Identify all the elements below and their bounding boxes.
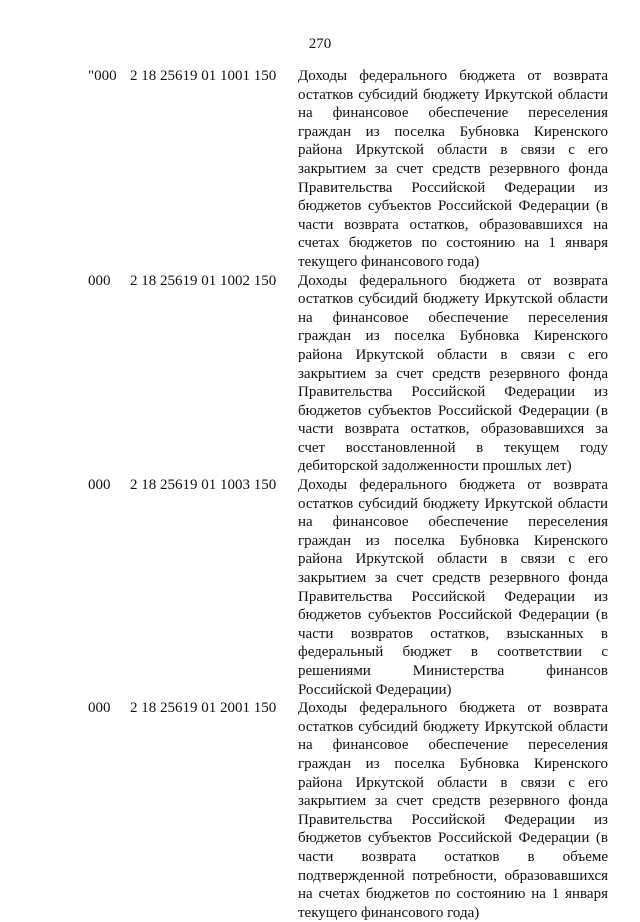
description-line: остатков субсидий бюджету Иркутской области bbox=[298, 291, 608, 308]
description-line: закрытием за счет средств резервного фонда bbox=[298, 793, 608, 810]
description-line: Правительства Российской Федерации из bbox=[298, 179, 608, 196]
description-line: граждан из поселка Бубновка Киренского bbox=[298, 755, 608, 772]
description-line: бюджетов субъектов Российской Федерации (в bbox=[298, 198, 608, 215]
description-line: закрытием за счет средств резервного фонда bbox=[298, 570, 608, 587]
description-line: на финансовое обеспечение переселения bbox=[298, 105, 608, 122]
description-line: на финансовое обеспечение переселения bbox=[298, 737, 608, 754]
description-line: части возврата остатков, образовавшихся за bbox=[298, 421, 608, 438]
budget-classification-code: 2 18 25619 01 1001 150 bbox=[130, 68, 277, 84]
description-line: на счетах бюджетов по состоянию на 1 января bbox=[298, 886, 608, 903]
income-description bbox=[298, 272, 608, 477]
description-line: Доходы федерального бюджета от возврата bbox=[298, 700, 608, 717]
budget-code-table bbox=[0, 67, 640, 922]
description-line: подтвержденной потребности, образовавшихся bbox=[298, 867, 608, 884]
income-description bbox=[298, 67, 608, 272]
budget-classification-code: 2 18 25619 01 1003 150 bbox=[130, 477, 277, 494]
description-line: Правительства Российской Федерации из bbox=[298, 384, 608, 401]
description-line: закрытием за счет средств резервного фонда bbox=[298, 160, 608, 177]
description-line: района Иркутской области в связи с его bbox=[298, 346, 608, 363]
description-line: бюджетов субъектов Российской Федерации (в bbox=[298, 607, 608, 624]
description-line: на финансовое обеспечение переселения bbox=[298, 309, 608, 326]
income-description bbox=[298, 476, 608, 699]
description-line: части возврата остатков, образовавшихся на bbox=[298, 216, 608, 233]
description-line: текущего финансового года) bbox=[298, 904, 480, 921]
description-line: остатков субсидий бюджету Иркутской области bbox=[298, 718, 608, 735]
description-line: Доходы федерального бюджета от возврата bbox=[298, 477, 608, 494]
description-line: федеральный бюджет в соответствии с bbox=[298, 644, 608, 661]
description-line: граждан из поселка Бубновка Киренского bbox=[298, 123, 608, 140]
description-line: текущего финансового года) bbox=[298, 253, 480, 270]
description-line: района Иркутской области в связи с его bbox=[298, 551, 608, 568]
table-row bbox=[0, 272, 640, 477]
budget-classification-code: 2 18 25619 01 1002 150 bbox=[130, 272, 277, 289]
table-row bbox=[0, 476, 640, 699]
description-line: остатков субсидий бюджету Иркутской области bbox=[298, 86, 608, 103]
description-line: счетах бюджетов по состоянию на 1 января bbox=[298, 235, 608, 252]
description-line: Правительства Российской Федерации из bbox=[298, 811, 608, 828]
admin-code: 000 bbox=[88, 477, 111, 494]
description-line: Правительства Российской Федерации из bbox=[298, 588, 608, 605]
admin-code: 000 bbox=[88, 700, 111, 717]
budget-classification-code: 2 18 25619 01 2001 150 bbox=[130, 700, 277, 717]
description-line: Российской Федерации) bbox=[298, 681, 452, 698]
admin-code: "000 bbox=[88, 68, 117, 84]
description-line: района Иркутской области в связи с его bbox=[298, 142, 608, 159]
description-line: Доходы федерального бюджета от возврата bbox=[298, 272, 608, 289]
description-line: закрытием за счет средств резервного фонда bbox=[298, 365, 608, 382]
description-line: дебиторской задолженности прошлых лет) bbox=[298, 458, 572, 475]
page-number: 270 bbox=[308, 36, 332, 52]
description-line: Доходы федерального бюджета от возврата bbox=[298, 68, 608, 84]
description-line: решениями Министерства финансов bbox=[298, 663, 608, 679]
admin-code: 000 bbox=[88, 272, 111, 289]
description-line: счет восстановленной в текущем году bbox=[298, 439, 608, 456]
income-description bbox=[298, 699, 608, 922]
table-row bbox=[0, 699, 640, 922]
description-line: района Иркутской области в связи с его bbox=[298, 774, 608, 791]
table-row bbox=[0, 67, 640, 272]
description-line: граждан из поселка Бубновка Киренского bbox=[298, 532, 608, 549]
description-line: бюджетов субъектов Российской Федерации (в bbox=[298, 402, 608, 419]
description-line: части возврата остатков в объеме bbox=[298, 848, 608, 865]
description-line: части возвратов остатков, взысканных в bbox=[298, 625, 608, 642]
description-line: остатков субсидий бюджету Иркутской области bbox=[298, 495, 608, 512]
description-line: граждан из поселка Бубновка Киренского bbox=[298, 328, 608, 345]
description-line: бюджетов субъектов Российской Федерации (в bbox=[298, 830, 608, 847]
description-line: на финансовое обеспечение переселения bbox=[298, 514, 608, 531]
